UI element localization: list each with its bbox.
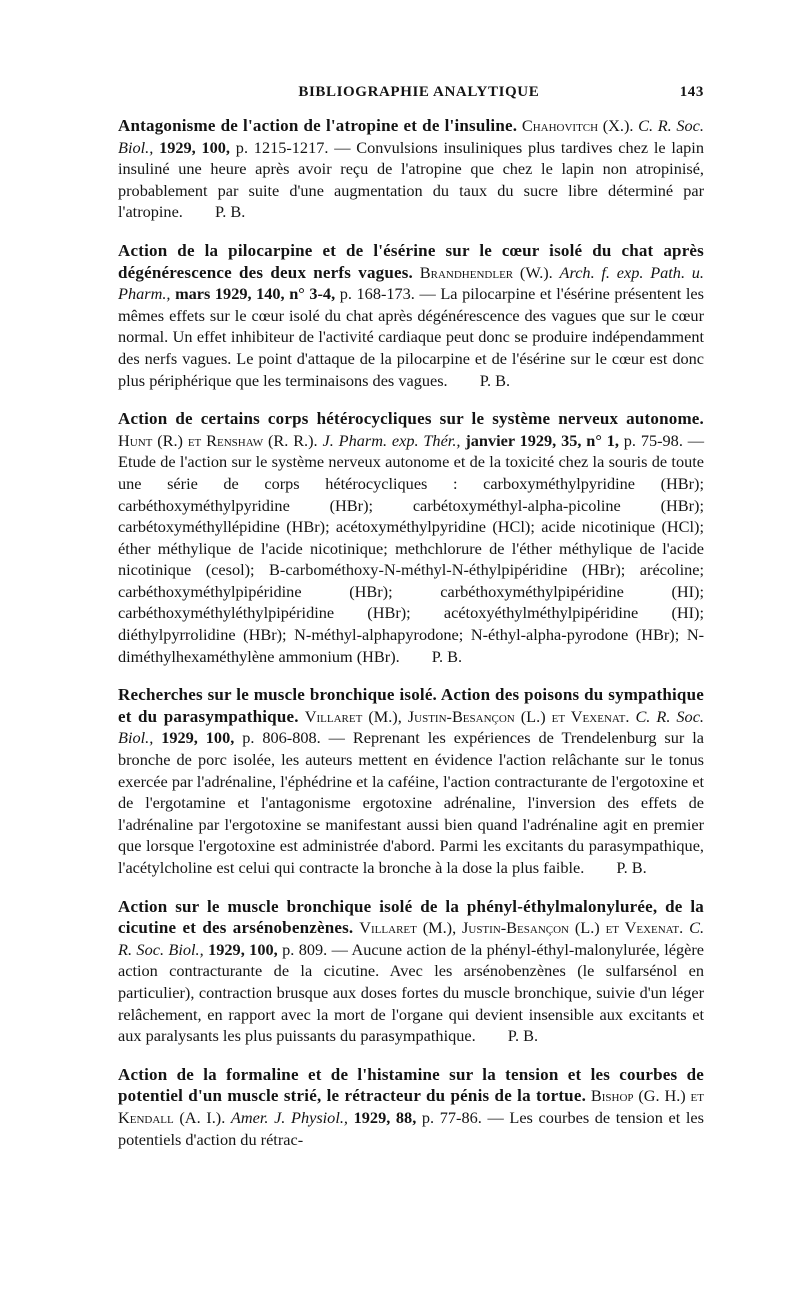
entry-title: Action de la pilocarpine et de l'ésérine sur le cœur isolé du chat après dégénérescence des deux nerfs vagues.	[118, 240, 704, 282]
entry-authors: Villaret (M.), Justin-Besançon (L.) et Vexenat.	[359, 918, 684, 938]
entries-list	[118, 115, 704, 1150]
entry-abstract: — Aucune action de la phényl-éthyl-malonylurée, légère action contracturante de la cicutine. Avec les arsénobenzènes (le sulfarsénol en particulier), contraction brusque aux doses fortes du muscle bronchique, suivie d'un léger relâchement, en rapport avec la mort de l'organe qui devient insensible aux excitants et aux paralysants les plus puissants du parasympathique.	[118, 939, 704, 1046]
bibliography-entry	[118, 115, 704, 223]
entry-abstract: — Les courbes de tension et les potentiels d'action du rétrac-	[118, 1107, 704, 1149]
entry-authors: Villaret (M.), Justin-Besançon (L.) et Vexenat.	[304, 706, 630, 726]
entry-journal: C. R. Soc. Biol.,	[118, 116, 704, 157]
running-header	[118, 84, 704, 101]
entry-signature: P. B.	[479, 370, 511, 390]
entry-pages: p. 806-808.	[242, 728, 321, 748]
entry-pages: p. 168-173.	[339, 284, 415, 304]
entry-year-volume: 1929, 100,	[208, 939, 278, 959]
entry-pages: p. 75-98.	[623, 430, 683, 450]
entry-journal: Arch. f. exp. Path. u. Pharm.,	[118, 262, 704, 304]
entry-title: Action de certains corps hétérocycliques sur le système nerveux autonome.	[118, 409, 704, 429]
entry-year-volume: mars 1929, 140, n° 3-4,	[175, 284, 336, 304]
entry-pages: p. 77-86.	[421, 1107, 482, 1127]
bibliography-entry	[118, 896, 704, 1047]
entry-title: Antagonisme de l'action de l'atropine et de l'insuline.	[118, 116, 518, 135]
entry-signature: P. B.	[616, 858, 647, 877]
entry-journal: C. R. Soc. Biol.,	[118, 706, 704, 748]
entry-authors: Brandhendler (W.).	[419, 262, 553, 282]
entry-title: Recherches sur le muscle bronchique isolé. Action des poisons du sympathique et du parasympathique.	[118, 685, 704, 726]
entry-year-volume: 1929, 100,	[159, 137, 230, 157]
running-title: BIBLIOGRAPHIE ANALYTIQUE	[298, 84, 540, 100]
entry-authors: Bishop (G. H.) et Kendall (A. I.).	[118, 1086, 704, 1127]
entry-signature: P. B.	[214, 202, 246, 222]
bibliography-entry	[118, 408, 704, 667]
entry-title: Action sur le muscle bronchique isolé de la phényl-éthylmalonylurée, de la cicutine et des arsénobenzènes.	[118, 896, 704, 938]
entry-abstract: — Reprenant les expériences de Trendelenburg sur la bronche de porc isolée, les auteurs mettent en évidence l'action relâchante sur le tonus exercée par l'adrénaline, l'éphédrine et la caféine, l'action contracturante de l'ergotoxine et de l'ergotamine et l'antagonisme ergotoxine adrénaline, l'inversion des effets de l'adrénaline par l'ergotoxine se manifestant aussi bien quand l'adrénaline agit en premier que lorsque l'ergotoxine est administrée d'abord. Parmi les excitants du parasympathique, l'acétylcholine est celui qui contracte la bronche à la dose la plus faible.	[118, 728, 704, 877]
entry-pages: p. 1215-1217.	[235, 137, 329, 157]
entry-signature: P. B.	[507, 1026, 539, 1046]
entry-journal: J. Pharm. exp. Thér.,	[322, 430, 461, 450]
entry-journal: Amer. J. Physiol.,	[230, 1107, 348, 1127]
page-number: 143	[679, 84, 704, 100]
entry-authors: Hunt (R.) et Renshaw (R. R.).	[118, 430, 318, 450]
entry-year-volume: 1929, 100,	[161, 728, 235, 748]
bibliography-entry	[118, 240, 704, 391]
bibliography-entry	[118, 684, 704, 878]
entry-year-volume: janvier 1929, 35, n° 1,	[465, 430, 619, 450]
document-page	[118, 84, 704, 1167]
entry-pages: p. 809.	[282, 939, 328, 959]
entry-abstract: — Convulsions insuliniques plus tardives chez le lapin insuliné une heure après avoir reçu de l'atropine que chez le lapin non atropinisé, probablement par suite d'une augmentation du taux du sucre libre déterminé par l'atropine.	[118, 137, 704, 222]
entry-abstract: — Etude de l'action sur le système nerveux autonome et de la toxicité chez la souris de toute une série de corps hétérocycliques : carboxyméthylpyridine (HBr); carbéthoxyméthylpyridine (HBr); carbétoxyméthyl-alpha-picoline (HBr); carbétoxyméthyllépidine (HBr); acétoxyméthylpyridine (HCl); acide nicotinique (HCl); éther méthylique de l'acide nicotinique; methchlorure de l'éther méthylique de l'acide nicotinique (cesol); B-carbométhoxy-N-méthyl-N-éthylpipéridine (HBr); arécoline; carbéthoxyméthylpipéridine (HBr); carbéthoxyméthylpipéridine (HI); carbéthoxyméthyléthylpipéridine (HBr); acétoxyéthylméthylpipéridine (HI); diéthylpyrrolidine (HBr); N-méthyl-alphapyrodone; N-éthyl-alpha-pyrodone (HBr); N-diméthylhexaméthylène ammonium (HBr).	[118, 430, 705, 666]
entry-abstract: — La pilocarpine et l'ésérine présentent les mêmes effets sur le cœur isolé du chat après dégénérescence des vagues que sur le cœur normal. Un effet inhibiteur de l'activité cardiaque peut donc se produire indépendamment des nerfs vagues. Le point d'attaque de la pilocarpine et de l'ésérine sur le cœur est donc plus périphérique que les terminaisons des vagues.	[118, 284, 704, 390]
entry-authors: Chahovitch (X.).	[521, 116, 634, 135]
entry-title: Action de la formaline et de l'histamine sur la tension et les courbes de potentiel d'un muscle strié, le rétracteur du pénis de la tortue.	[118, 1064, 704, 1106]
bibliography-entry	[118, 1064, 704, 1150]
entry-signature: P. B.	[431, 646, 463, 666]
entry-year-volume: 1929, 88,	[353, 1107, 417, 1127]
entry-journal: C. R. Soc. Biol.,	[118, 918, 705, 959]
